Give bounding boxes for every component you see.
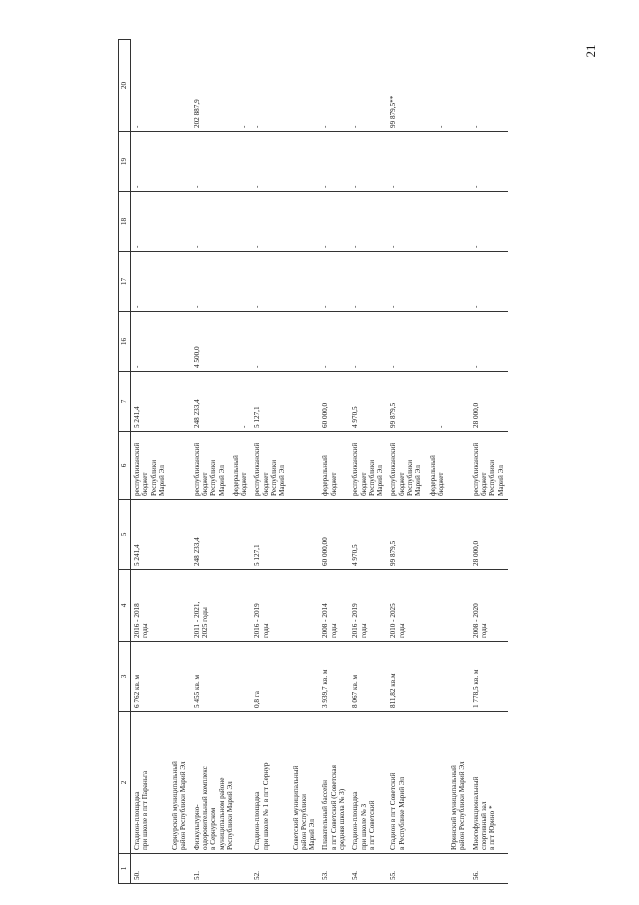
text-line: годы (141, 623, 150, 638)
text-line: 2010 - 2025 (389, 603, 398, 638)
text-line: Республики Марий Эл (225, 781, 234, 850)
total-cost: 5 127,1 (251, 500, 289, 570)
amount-value: 5 127,1 (253, 406, 262, 428)
empty-cell (169, 132, 191, 192)
text-line: годы (479, 623, 488, 638)
period-lines (351, 573, 368, 638)
amount-c16: - (251, 312, 289, 372)
text-line: федеральный (428, 455, 437, 496)
facility-area: 0,8 га (251, 642, 289, 712)
period (387, 570, 448, 642)
amount-value: - (133, 125, 141, 128)
column-header-5: 5 (119, 500, 131, 570)
funding-sources (251, 432, 289, 500)
amount-col-7 (319, 372, 349, 432)
facility-name (191, 712, 252, 854)
amount-c17: - (349, 252, 387, 312)
facility-area: 1 778,5 кв. м (470, 642, 508, 712)
empty-cell (290, 500, 320, 570)
amount-c16: - (387, 312, 448, 372)
text-line: федеральный (231, 455, 240, 496)
column-header-19: 19 (119, 132, 131, 192)
text-line: муниципальном районе (217, 777, 226, 850)
period (349, 570, 387, 642)
table-row (319, 40, 349, 884)
amount-value: - (471, 125, 480, 128)
spacer (201, 43, 240, 129)
text-line: Стадион-площадка (133, 791, 141, 850)
amount-value: 28 000,0 (471, 402, 480, 428)
amount-c19: - (319, 132, 349, 192)
amount-col-7 (191, 372, 252, 432)
amount-c16: - (470, 312, 508, 372)
amount-c18: - (387, 192, 448, 252)
text-line: в Сернурском (209, 807, 218, 850)
column-header-4: 4 (119, 570, 131, 642)
amount-c16: 4 500,0 (191, 312, 252, 372)
text-line: при школе № 1 в пгт Сернур (261, 762, 270, 850)
spacer (398, 375, 437, 428)
amount-value: - (240, 125, 249, 128)
funding-sources (349, 432, 387, 500)
funding-source (389, 435, 422, 496)
amount-col-20 (349, 40, 387, 132)
text-line: республиканский (253, 442, 262, 496)
facility-name (319, 712, 349, 854)
amount-c17: - (387, 252, 448, 312)
amount-c18: - (319, 192, 349, 252)
spacer (201, 375, 240, 428)
region-row (290, 40, 320, 884)
text-line: Республики (270, 459, 278, 496)
empty-cell (290, 132, 320, 192)
text-line: 2016 - 2018 (133, 603, 141, 638)
column-header-7: 7 (119, 372, 131, 432)
column-header-18: 18 (119, 192, 131, 252)
amount-value: - (436, 125, 445, 128)
text-line: 2016 - 2019 (351, 603, 360, 638)
text-line: Марий Эл (278, 465, 287, 496)
table-row (387, 40, 448, 884)
empty-cell (448, 432, 470, 500)
text-line: Сернурский муниципальный (171, 761, 180, 850)
total-cost: 99 879,5 (387, 500, 448, 570)
funding-source (253, 435, 286, 496)
amount-c18: - (251, 192, 289, 252)
text-line: средняя школа № 3) (337, 788, 346, 850)
text-line: бюджет (261, 472, 270, 496)
region-spacer (169, 854, 191, 884)
column-number-row (119, 40, 131, 884)
text-line: Марий Эл (308, 819, 317, 850)
text-line: 2025 годы (200, 607, 209, 638)
region-label (292, 715, 317, 850)
region-row (448, 40, 470, 884)
region-name (448, 712, 470, 854)
amount-c19: - (349, 132, 387, 192)
amount-col-7 (131, 372, 170, 432)
amount-col-7 (387, 372, 448, 432)
facility-name-lines (389, 715, 406, 850)
page-number: 21 (583, 44, 598, 58)
facility-name-lines (472, 715, 497, 850)
text-line: оздоровительный комплекс (200, 766, 209, 850)
total-cost: 60 000,00 (319, 500, 349, 570)
column-header-16: 16 (119, 312, 131, 372)
period (191, 570, 252, 642)
region-row (169, 40, 191, 884)
period-lines (193, 573, 210, 638)
text-line: республиканский (192, 442, 201, 496)
amount-c17: - (251, 252, 289, 312)
funding-source (321, 435, 338, 496)
funding-sources (191, 432, 252, 500)
funding-source (193, 435, 226, 496)
empty-cell (290, 312, 320, 372)
text-line: 2011 - 2021, (192, 601, 201, 638)
row-number: 56. (470, 854, 508, 884)
text-line: годы (329, 623, 338, 638)
amount-c17: - (470, 252, 508, 312)
text-line: 2008 - 2020 (471, 603, 480, 638)
facility-name (470, 712, 508, 854)
amount-value: - (351, 125, 360, 128)
amount-value: 99 879,5 (389, 402, 398, 428)
text-line: 2008 - 2014 (321, 603, 330, 638)
row-number: 51. (191, 854, 252, 884)
amount-col-7 (251, 372, 289, 432)
facility-name-lines (253, 715, 270, 850)
funding-sources (319, 432, 349, 500)
column-header-20: 20 (119, 40, 131, 132)
empty-cell (448, 132, 470, 192)
empty-cell (448, 642, 470, 712)
empty-cell (169, 312, 191, 372)
total-cost: 4 970,5 (349, 500, 387, 570)
amount-c18: - (470, 192, 508, 252)
amount-col-20 (319, 40, 349, 132)
amount-c19: - (251, 132, 289, 192)
empty-cell (448, 500, 470, 570)
empty-cell (290, 192, 320, 252)
text-line: Республики (367, 459, 376, 496)
row-number: 55. (387, 854, 448, 884)
funding-source (472, 435, 505, 496)
period (251, 570, 289, 642)
amount-col-7 (470, 372, 508, 432)
text-line: Советский муниципальный (291, 765, 300, 850)
amount-c18: - (131, 192, 170, 252)
facility-name (349, 712, 387, 854)
amount-c19: - (387, 132, 448, 192)
text-line: Республики (149, 459, 158, 496)
amount-col-20 (470, 40, 508, 132)
empty-cell (448, 192, 470, 252)
period (470, 570, 508, 642)
region-label (450, 715, 467, 850)
region-spacer (290, 854, 320, 884)
funding-source (351, 435, 384, 496)
column-header-6: 6 (119, 432, 131, 500)
empty-cell (290, 372, 320, 432)
text-line: бюджет (479, 472, 488, 496)
facility-area: 6 762 кв. м (131, 642, 170, 712)
text-line: Стадион-площадка (351, 791, 360, 850)
funding-sources (131, 432, 170, 500)
region-label (171, 715, 188, 850)
empty-cell (169, 570, 191, 642)
period-lines (389, 573, 406, 638)
text-line: район Республики (299, 794, 308, 850)
facility-area: 5 455 кв. м (191, 642, 252, 712)
amount-value: 5 241,4 (133, 406, 141, 428)
total-cost: 28 000,0 (470, 500, 508, 570)
column-header-1: 1 (119, 854, 131, 884)
amount-c17: - (191, 252, 252, 312)
total-cost: 248 233,4 (191, 500, 252, 570)
amount-value: 202 887,9 (192, 99, 201, 128)
text-line: в Республике Марий Эл (397, 776, 406, 850)
text-line: бюджет (436, 472, 445, 496)
amount-value: 60 000,0 (321, 402, 330, 428)
empty-cell (448, 372, 470, 432)
amount-c19: - (470, 132, 508, 192)
column-header-3: 3 (119, 642, 131, 712)
period-lines (253, 573, 270, 638)
empty-cell (169, 252, 191, 312)
period-lines (472, 573, 489, 638)
empty-cell (290, 40, 320, 132)
text-line: годы (359, 623, 368, 638)
table-row (349, 40, 387, 884)
text-line: Марий Эл (414, 465, 423, 496)
funding-sources (387, 432, 448, 500)
row-number: 50. (131, 854, 170, 884)
amount-value: - (321, 125, 330, 128)
text-line: Стадион-площадка (253, 791, 262, 850)
amount-c19: - (191, 132, 252, 192)
empty-cell (169, 372, 191, 432)
text-line: республиканский (133, 442, 141, 496)
total-cost: 5 241,4 (131, 500, 170, 570)
empty-cell (169, 500, 191, 570)
text-line: Республики (405, 459, 414, 496)
amount-c16: - (319, 312, 349, 372)
text-line: Республики (209, 459, 218, 496)
facility-area: 3 939,7 кв. м (319, 642, 349, 712)
amount-c16: - (349, 312, 387, 372)
empty-cell (290, 642, 320, 712)
text-line: Плавательный бассейн (321, 780, 330, 850)
text-line: Стадион в пгт Советский (389, 772, 398, 850)
facility-name-lines (351, 715, 376, 850)
facility-area: 811,82 кв.м (387, 642, 448, 712)
facility-name-lines (133, 715, 150, 850)
facility-name-lines (321, 715, 346, 850)
text-line: спортивный зал (479, 801, 488, 850)
amount-c19: - (131, 132, 170, 192)
facility-name (387, 712, 448, 854)
text-line: район Республики Марий Эл (458, 761, 467, 850)
period-lines (133, 573, 150, 638)
empty-cell (448, 40, 470, 132)
text-line: Марий Эл (157, 465, 166, 496)
amount-c16: - (131, 312, 170, 372)
text-line: Марий Эл (376, 465, 385, 496)
amount-c18: - (349, 192, 387, 252)
text-line: годы (397, 623, 406, 638)
table-row (191, 40, 252, 884)
text-line: район Республики Марий Эл (179, 761, 188, 850)
funding-source (429, 435, 446, 496)
text-line: в пгт Советский (Советская (329, 765, 338, 850)
amount-value: - (253, 125, 262, 128)
row-number: 53. (319, 854, 349, 884)
text-line: Юринский муниципальный (450, 765, 459, 850)
region-name (169, 712, 191, 854)
facility-name (131, 712, 170, 854)
amount-col-20 (131, 40, 170, 132)
amount-col-7 (349, 372, 387, 432)
funding-source (232, 435, 249, 496)
column-header-2: 2 (119, 712, 131, 854)
empty-cell (169, 192, 191, 252)
funding-source (133, 435, 166, 496)
empty-cell (169, 432, 191, 500)
text-line: бюджет (329, 472, 338, 496)
text-line: Многофункциональный (471, 776, 480, 850)
text-line: Физкультурно- (192, 804, 201, 850)
amount-c17: - (131, 252, 170, 312)
text-line: при школе в пгт Параньга (141, 770, 150, 850)
facility-area: 8 067 кв. м (349, 642, 387, 712)
amount-col-20 (387, 40, 448, 132)
amount-col-20 (251, 40, 289, 132)
text-line: Республики (488, 459, 497, 496)
region-name (290, 712, 320, 854)
empty-cell (448, 252, 470, 312)
empty-cell (169, 40, 191, 132)
amount-value: 99 879,5** (389, 95, 398, 128)
empty-cell (290, 570, 320, 642)
facilities-table (118, 39, 508, 884)
column-header-17: 17 (119, 252, 131, 312)
text-line: 2016 - 2019 (253, 603, 262, 638)
text-line: Марий Эл (217, 465, 226, 496)
text-line: бюджет (359, 472, 368, 496)
text-line: в пгт Юрино * (488, 805, 497, 850)
amount-value: - (436, 425, 445, 428)
text-line: бюджет (240, 472, 249, 496)
text-line: федеральный (321, 455, 330, 496)
empty-cell (290, 252, 320, 312)
row-number: 54. (349, 854, 387, 884)
text-line: в пгт Советский (367, 800, 376, 850)
empty-cell (448, 570, 470, 642)
text-line: республиканский (389, 442, 398, 496)
empty-cell (290, 432, 320, 500)
facility-name (251, 712, 289, 854)
amount-c17: - (319, 252, 349, 312)
text-line: Марий Эл (496, 465, 505, 496)
text-line: бюджет (141, 472, 150, 496)
period (319, 570, 349, 642)
amount-value: 4 970,5 (351, 406, 360, 428)
row-number: 52. (251, 854, 289, 884)
text-line: бюджет (397, 472, 406, 496)
text-line: республиканский (351, 442, 360, 496)
spacer (398, 43, 437, 129)
text-line: годы (261, 623, 270, 638)
text-line: бюджет (200, 472, 209, 496)
facility-name-lines (193, 715, 234, 850)
table-row (470, 40, 508, 884)
table-row (131, 40, 170, 884)
amount-value: - (240, 425, 249, 428)
empty-cell (169, 642, 191, 712)
amount-c18: - (191, 192, 252, 252)
period-lines (321, 573, 338, 638)
funding-sources (470, 432, 508, 500)
empty-cell (448, 312, 470, 372)
table-row (251, 40, 289, 884)
region-spacer (448, 854, 470, 884)
amount-col-20 (191, 40, 252, 132)
text-line: республиканский (471, 442, 480, 496)
text-line: при школе № 3 (359, 803, 368, 850)
amount-value: 248 233,4 (192, 399, 201, 428)
period (131, 570, 170, 642)
